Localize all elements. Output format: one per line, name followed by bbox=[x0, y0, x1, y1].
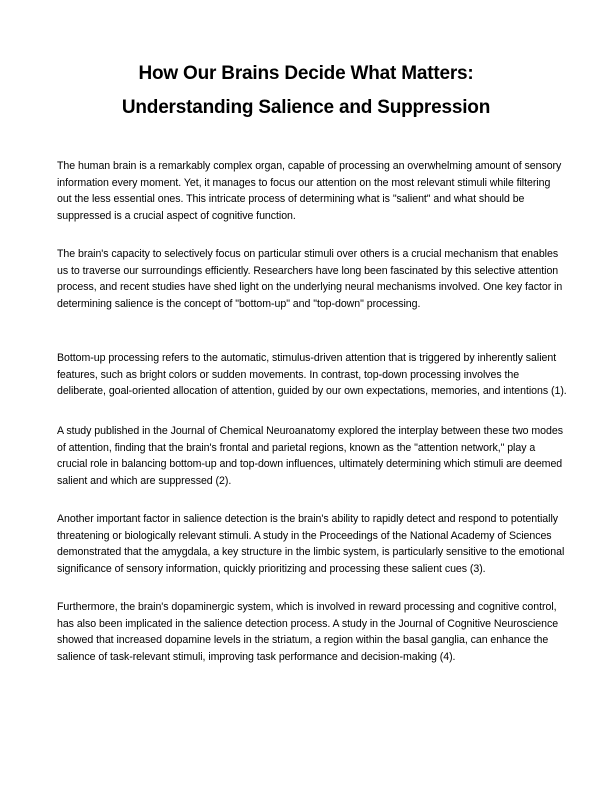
page-title-line-1: How Our Brains Decide What Matters: bbox=[138, 63, 474, 84]
paragraph-amygdala: Another important factor in salience detection is the brain's ability to rapidly detect and respond to potentially threatening or biologically relevant stimuli. A study in the Proceedings of the National Academy of Sciences demonstrated that the amygdala, a key structure in the limbic system, is particularly sensitive to the emotional significance of sensory information, quickly prioritizing and processing these salient cues (3). bbox=[57, 513, 565, 575]
paragraph-attention-network: A study published in the Journal of Chemical Neuroanatomy explored the interplay between these two modes of attention, finding that the brain's frontal and parietal regions, known as the "attention network," play a crucial role in balancing bottom-up and top-down influences, ultimately determining which stimuli are deemed salient and which are suppressed (2). bbox=[57, 425, 563, 487]
paragraph-bottom-up: Bottom-up processing refers to the automatic, stimulus-driven attention that is triggered by inherently salient features, such as bright colors or sudden movements. In contrast, top-down processing involves the deliberate, goal-oriented allocation of attention, guided by our own expectations, memories, and intentions (1). bbox=[57, 352, 567, 398]
paragraph-selective-attention: The brain's capacity to selectively focus on particular stimuli over others is a crucial mechanism that enables us to traverse our surroundings efficiently. Researchers have long been fascinated by this selective attention process, and recent studies have shed light on the underlying neural mechanisms involved. One key factor in determining salience is the concept of "bottom-up" and "top-down" processing. bbox=[57, 248, 563, 310]
paragraph-dopamine: Furthermore, the brain's dopaminergic system, which is involved in reward processing and cognitive control, has also been implicated in the salience detection process. A study in the Journal of Cognitive Neuroscience showed that increased dopamine levels in the striatum, a region within the basal ganglia, can enhance the salience of task-relevant stimuli, improving task performance and decision-making (4). bbox=[57, 601, 559, 663]
page-title-line-2: Understanding Salience and Suppression bbox=[121, 97, 491, 118]
paragraph-intro: The human brain is a remarkably complex organ, capable of processing an overwhelming amount of sensory information every moment. Yet, it manages to focus our attention on the most relevant stimuli while filtering out the less essential ones. This intricate process of determining what is "salient" and what should be suppressed is a crucial aspect of cognitive function. bbox=[57, 160, 562, 222]
